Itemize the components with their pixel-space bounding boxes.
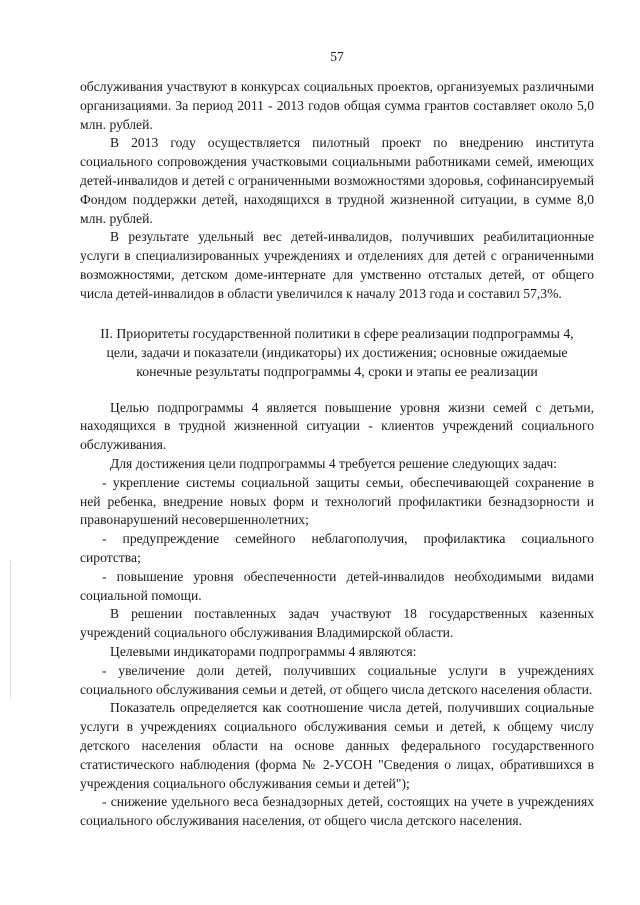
paragraph: Для достижения цели подпрограммы 4 требуется решение следующих задач: [110,455,558,471]
paragraph: Показатель определяется как соотношение числа детей, получивших социальные услуги в учреждениях социального обслуживания семьи и детей, к общему числу детского населения области на основе данных федерального государственного статистического наблюдения (форма № 2-УСОН "Сведения о лицах, обратившихся в учреждения социального обслуживания семьи и детей"); [80,700,594,791]
paragraph: обслуживания участвуют в конкурсах социальных проектов, организуемых различными организациями. За период 2011 - 2013 годов общая сумма грантов составляет около 5,0 млн. рублей. [80,79,594,132]
paragraph: В результате удельный вес детей-инвалидов, получивших реабилитационные услуги в специализированных учреждениях и отделениях для детей с ограниченными возможностями, детском доме-интернате для умственно отсталых детей, от общего числа детей-инвалидов в области увеличился к началу 2013 года и составил 57,3%. [80,229,594,301]
body-text-top [80,78,594,304]
body-text-bottom [80,399,594,831]
paragraph: В 2013 году осуществляется пилотный проект по внедрению института социального сопровождения участковыми социальными работниками семей, имеющих детей-инвалидов и детей с ограниченными возможностями здоровья, софинансируемый Фондом поддержки детей, находящихся в трудной жизненной ситуации, в сумме 8,0 млн. рублей. [80,135,594,226]
paragraph: Целевыми индикаторами подпрограммы 4 являются: [110,643,417,659]
paragraph: - повышение уровня обеспеченности детей-инвалидов необходимыми видами социальной помощи. [80,568,594,603]
paragraph: - предупреждение семейного неблагополучия, профилактика социального сиротства; [80,531,594,565]
paragraph: - увеличение доли детей, получивших социальные услуги в учреждениях социального обслуживания семьи и детей, от общего числа детского населения области. [80,662,594,697]
binding-mark [10,560,12,700]
section-heading: II. Приоритеты государственной политики в сфере реализации подпрограммы 4, цели, задачи и показатели (индикаторы) их достижения; основные ожидаемые конечные результаты подпрограммы 4, сроки и этапы ее реализации [100,325,574,379]
paragraph: - снижение удельного веса безнадзорных детей, состоящих на учете в учреждениях социального обслуживания населения, от общего числа детского населения. [80,794,594,829]
paragraph: Целью подпрограммы 4 является повышение уровня жизни семей с детьми, находящихся в трудной жизненной ситуации - клиентов учреждений социального обслуживания. [80,399,594,453]
paragraph: В решении поставленных задач участвуют 18 государственных казенных учреждений социального обслуживания Владимирской области. [80,606,594,641]
paragraph: - укрепление системы социальной защиты семьи, обеспечивающей сохранение в ней ребенка, внедрение новых форм и технологий профилактики безнадзорности и правонарушений несовершеннолетних; [80,474,594,528]
page-number: 57 [330,49,344,64]
